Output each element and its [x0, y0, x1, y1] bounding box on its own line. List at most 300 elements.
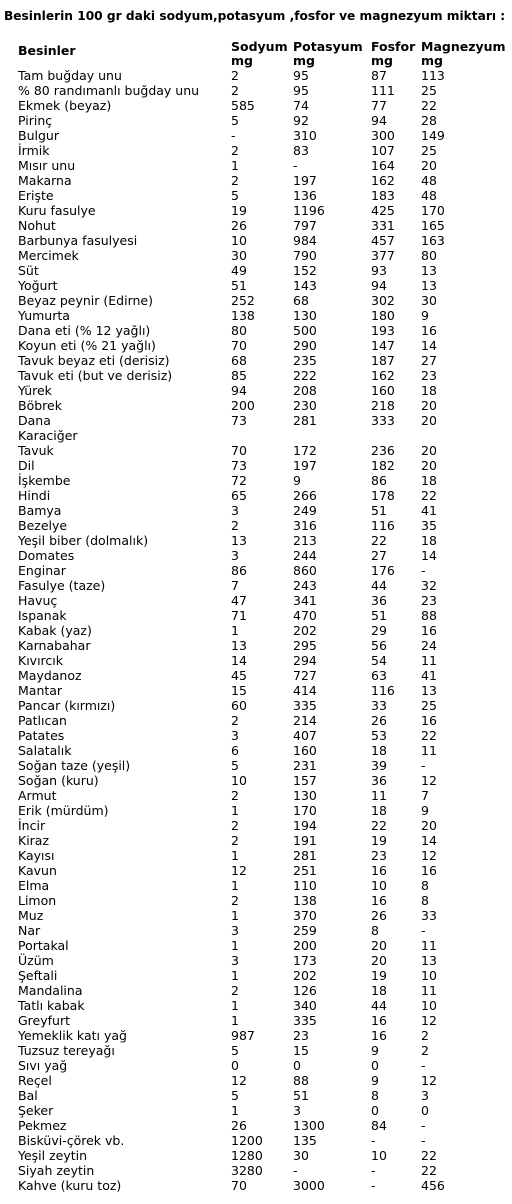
header-phosphorus-unit: mg: [371, 54, 393, 68]
food-name: Kabak (yaz): [18, 623, 92, 638]
food-name: % 80 randımanlı buğday unu: [18, 83, 200, 98]
phosphorus-value: 187: [371, 353, 395, 368]
food-name: Tam buğday unu: [18, 68, 122, 83]
phosphorus-value: -: [371, 1163, 376, 1178]
phosphorus-value: 331: [371, 218, 395, 233]
table-row: [18, 368, 509, 383]
phosphorus-value: 87: [371, 68, 387, 83]
magnesium-value: 25: [421, 143, 437, 158]
sodium-value: 6: [231, 743, 239, 758]
sodium-value: 73: [231, 413, 247, 428]
phosphorus-value: 44: [371, 998, 387, 1013]
phosphorus-value: 19: [371, 968, 387, 983]
food-name: Koyun eti (% 21 yağlı): [18, 338, 156, 353]
potassium-value: 160: [293, 743, 317, 758]
sodium-value: 13: [231, 533, 247, 548]
magnesium-value: 33: [421, 908, 437, 923]
magnesium-value: 32: [421, 578, 437, 593]
phosphorus-value: 33: [371, 698, 387, 713]
sodium-value: 3: [231, 953, 239, 968]
potassium-value: 1300: [293, 1118, 325, 1133]
food-name: Pekmez: [18, 1118, 67, 1133]
magnesium-value: 18: [421, 473, 437, 488]
phosphorus-value: 23: [371, 848, 387, 863]
food-name: Kavun: [18, 863, 57, 878]
magnesium-value: 24: [421, 638, 437, 653]
phosphorus-value: 16: [371, 1028, 387, 1043]
sodium-value: 1: [231, 1103, 239, 1118]
food-name: Süt: [18, 263, 39, 278]
magnesium-value: 22: [421, 728, 437, 743]
magnesium-value: 8: [421, 893, 429, 908]
magnesium-value: 14: [421, 833, 437, 848]
magnesium-value: -: [421, 923, 426, 938]
sodium-value: 70: [231, 1178, 247, 1193]
potassium-value: 95: [293, 83, 309, 98]
potassium-value: 222: [293, 368, 317, 383]
food-name: Elma: [18, 878, 50, 893]
table-row: [18, 698, 509, 713]
table-row: [18, 923, 509, 938]
food-name: Üzüm: [18, 953, 54, 968]
sodium-value: 12: [231, 1073, 247, 1088]
potassium-value: -: [293, 158, 298, 173]
potassium-value: 130: [293, 308, 317, 323]
sodium-value: 2: [231, 818, 239, 833]
header-sodium: Sodyum: [231, 39, 288, 54]
food-name: Enginar: [18, 563, 66, 578]
phosphorus-value: 183: [371, 188, 395, 203]
table-row: [18, 398, 509, 413]
table-row: [18, 758, 509, 773]
food-name: Ekmek (beyaz): [18, 98, 112, 113]
table-row: [18, 443, 509, 458]
sodium-value: 1200: [231, 1133, 263, 1148]
food-name: Nohut: [18, 218, 56, 233]
phosphorus-value: -: [371, 1178, 376, 1193]
food-name: Yürek: [18, 383, 52, 398]
potassium-value: 316: [293, 518, 317, 533]
sodium-value: 5: [231, 113, 239, 128]
potassium-value: 30: [293, 1148, 309, 1163]
food-name: Portakal: [18, 938, 69, 953]
phosphorus-value: 302: [371, 293, 395, 308]
food-name: Patates: [18, 728, 65, 743]
table-row: [18, 308, 509, 323]
table-row: [18, 668, 509, 683]
header-potassium-unit: mg: [293, 54, 315, 68]
sodium-value: 1280: [231, 1148, 263, 1163]
table-row: [18, 83, 509, 98]
sodium-value: 26: [231, 218, 247, 233]
potassium-value: 310: [293, 128, 317, 143]
sodium-value: 7: [231, 578, 239, 593]
magnesium-value: 165: [421, 218, 445, 233]
potassium-value: 266: [293, 488, 317, 503]
magnesium-value: 20: [421, 158, 437, 173]
magnesium-value: 3: [421, 1088, 429, 1103]
table-row: [18, 728, 509, 743]
sodium-value: 2: [231, 983, 239, 998]
table-row: [18, 1073, 509, 1088]
table-body: [18, 68, 509, 1193]
food-name: Tavuk eti (but ve derisiz): [18, 368, 173, 383]
sodium-value: 94: [231, 383, 247, 398]
potassium-value: 295: [293, 638, 317, 653]
potassium-value: 173: [293, 953, 317, 968]
sodium-value: 5: [231, 1088, 239, 1103]
magnesium-value: 14: [421, 338, 437, 353]
table-row: [18, 518, 509, 533]
potassium-value: 243: [293, 578, 317, 593]
food-name: Reçel: [18, 1073, 52, 1088]
potassium-value: 235: [293, 353, 317, 368]
phosphorus-value: 94: [371, 278, 387, 293]
phosphorus-value: 27: [371, 548, 387, 563]
sodium-value: 1: [231, 908, 239, 923]
sodium-value: 15: [231, 683, 247, 698]
phosphorus-value: 53: [371, 728, 387, 743]
table-row: [18, 1058, 509, 1073]
table-row: [18, 338, 509, 353]
magnesium-value: 11: [421, 938, 437, 953]
food-name: Erik (mürdüm): [18, 803, 109, 818]
sodium-value: 30: [231, 248, 247, 263]
food-name: Patlıcan: [18, 713, 67, 728]
magnesium-value: 149: [421, 128, 445, 143]
phosphorus-value: 9: [371, 1073, 379, 1088]
potassium-value: 172: [293, 443, 317, 458]
table-row: [18, 1163, 509, 1178]
phosphorus-value: 425: [371, 203, 395, 218]
food-name: Armut: [18, 788, 57, 803]
phosphorus-value: 86: [371, 473, 387, 488]
potassium-value: [293, 428, 371, 443]
food-name: Dana: [18, 413, 51, 428]
phosphorus-value: 147: [371, 338, 395, 353]
potassium-value: 136: [293, 188, 317, 203]
table-row: [18, 743, 509, 758]
potassium-value: 83: [293, 143, 309, 158]
magnesium-value: 2: [421, 1028, 429, 1043]
potassium-value: 214: [293, 713, 317, 728]
food-name: Kıvırcık: [18, 653, 63, 668]
sodium-value: 72: [231, 473, 247, 488]
sodium-value: 3: [231, 548, 239, 563]
potassium-value: 110: [293, 878, 317, 893]
sodium-value: 3: [231, 728, 239, 743]
table-row: [18, 773, 509, 788]
potassium-value: 200: [293, 938, 317, 953]
sodium-value: 68: [231, 353, 247, 368]
sodium-value: 585: [231, 98, 255, 113]
table-row: [18, 458, 509, 473]
phosphorus-value: 300: [371, 128, 395, 143]
sodium-value: 85: [231, 368, 247, 383]
magnesium-value: 41: [421, 503, 437, 518]
phosphorus-value: 178: [371, 488, 395, 503]
magnesium-value: 20: [421, 818, 437, 833]
phosphorus-value: 0: [371, 1058, 379, 1073]
sodium-value: 13: [231, 638, 247, 653]
table-row: [18, 113, 509, 128]
magnesium-value: 12: [421, 773, 437, 788]
phosphorus-value: 218: [371, 398, 395, 413]
food-name: Kuru fasulye: [18, 203, 96, 218]
table-row: [18, 278, 509, 293]
magnesium-value: 30: [421, 293, 437, 308]
potassium-value: 230: [293, 398, 317, 413]
sodium-value: 26: [231, 1118, 247, 1133]
food-name: İncir: [18, 818, 46, 833]
magnesium-value: 41: [421, 668, 437, 683]
magnesium-value: 9: [421, 308, 429, 323]
phosphorus-value: 164: [371, 158, 395, 173]
potassium-value: 414: [293, 683, 317, 698]
magnesium-value: -: [421, 1133, 426, 1148]
sodium-value: 0: [231, 1058, 239, 1073]
header-sodium-unit: mg: [231, 54, 253, 68]
potassium-value: 0: [293, 1058, 301, 1073]
sodium-value: 70: [231, 338, 247, 353]
food-name: İşkembe: [18, 473, 71, 488]
magnesium-value: 2: [421, 1043, 429, 1058]
table-row: [18, 98, 509, 113]
food-name: Mantar: [18, 683, 63, 698]
phosphorus-value: 20: [371, 938, 387, 953]
table-row: [18, 878, 509, 893]
table-row: [18, 1148, 509, 1163]
magnesium-value: 20: [421, 443, 437, 458]
potassium-value: 790: [293, 248, 317, 263]
sodium-value: 1: [231, 878, 239, 893]
sodium-value: 1: [231, 968, 239, 983]
potassium-value: 143: [293, 278, 317, 293]
magnesium-value: 28: [421, 113, 437, 128]
potassium-value: 370: [293, 908, 317, 923]
potassium-value: 157: [293, 773, 317, 788]
magnesium-value: -: [421, 1058, 426, 1073]
food-name: Tuzsuz tereyağı: [18, 1043, 115, 1058]
food-name: Tavuk beyaz eti (derisiz): [18, 353, 170, 368]
food-name: Siyah zeytin: [18, 1163, 95, 1178]
header-magnesium: Magnezyum: [421, 39, 506, 54]
sodium-value: 1: [231, 158, 239, 173]
food-name: Bal: [18, 1088, 38, 1103]
potassium-value: 1196: [293, 203, 325, 218]
potassium-value: 138: [293, 893, 317, 908]
table-row: [18, 233, 509, 248]
header-potassium: Potasyum: [293, 39, 363, 54]
magnesium-value: 12: [421, 1073, 437, 1088]
sodium-value: 1: [231, 1013, 239, 1028]
phosphorus-value: 94: [371, 113, 387, 128]
potassium-value: 407: [293, 728, 317, 743]
table-row: [18, 713, 509, 728]
magnesium-value: 11: [421, 983, 437, 998]
table-row: [18, 1133, 509, 1148]
table-row: [18, 353, 509, 368]
sodium-value: 2: [231, 68, 239, 83]
phosphorus-value: 39: [371, 758, 387, 773]
potassium-value: 3: [293, 1103, 301, 1118]
magnesium-value: 7: [421, 788, 429, 803]
magnesium-value: 48: [421, 173, 437, 188]
sodium-value: 3: [231, 923, 239, 938]
magnesium-value: 20: [421, 398, 437, 413]
table-row: [18, 1103, 509, 1118]
table-row: [18, 158, 509, 173]
potassium-value: 197: [293, 173, 317, 188]
sodium-value: 3: [231, 503, 239, 518]
food-name: Bisküvi-çörek vb.: [18, 1133, 125, 1148]
food-name: Beyaz peynir (Edirne): [18, 293, 153, 308]
sodium-value: 14: [231, 653, 247, 668]
phosphorus-value: 16: [371, 863, 387, 878]
phosphorus-value: 162: [371, 368, 395, 383]
table-row: [18, 863, 509, 878]
potassium-value: 152: [293, 263, 317, 278]
table-row: [18, 293, 509, 308]
potassium-value: 95: [293, 68, 309, 83]
table-row: [18, 833, 509, 848]
potassium-value: 202: [293, 623, 317, 638]
magnesium-value: 16: [421, 713, 437, 728]
potassium-value: 170: [293, 803, 317, 818]
magnesium-value: 23: [421, 368, 437, 383]
food-name: Greyfurt: [18, 1013, 71, 1028]
magnesium-value: 11: [421, 653, 437, 668]
phosphorus-value: 20: [371, 953, 387, 968]
table-row: [18, 503, 509, 518]
sodium-value: 2: [231, 713, 239, 728]
sodium-value: 1: [231, 803, 239, 818]
potassium-value: 208: [293, 383, 317, 398]
magnesium-value: 16: [421, 323, 437, 338]
magnesium-value: 48: [421, 188, 437, 203]
table-row: [18, 413, 509, 428]
table-row: [18, 188, 509, 203]
sodium-value: -: [231, 128, 236, 143]
food-name: Şeftali: [18, 968, 58, 983]
table-row: [18, 818, 509, 833]
sodium-value: 19: [231, 203, 247, 218]
phosphorus-value: 193: [371, 323, 395, 338]
potassium-value: 126: [293, 983, 317, 998]
food-name: Salatalık: [18, 743, 72, 758]
food-name: Hindi: [18, 488, 51, 503]
food-name: Dana eti (% 12 yağlı): [18, 323, 151, 338]
potassium-value: 727: [293, 668, 317, 683]
potassium-value: 341: [293, 593, 317, 608]
phosphorus-value: 56: [371, 638, 387, 653]
magnesium-value: -: [421, 758, 426, 773]
food-name: Erişte: [18, 188, 54, 203]
magnesium-value: 25: [421, 83, 437, 98]
table-row: [18, 998, 509, 1013]
sodium-value: 5: [231, 188, 239, 203]
phosphorus-value: 16: [371, 1013, 387, 1028]
sodium-value: 252: [231, 293, 255, 308]
phosphorus-value: 10: [371, 878, 387, 893]
magnesium-value: 12: [421, 848, 437, 863]
phosphorus-value: 26: [371, 908, 387, 923]
phosphorus-value: 116: [371, 518, 395, 533]
phosphorus-value: 180: [371, 308, 395, 323]
food-name: Maydanoz: [18, 668, 82, 683]
phosphorus-value: 63: [371, 668, 387, 683]
table-row: [18, 1013, 509, 1028]
food-name: Soğan taze (yeşil): [18, 758, 131, 773]
table-row: [18, 953, 509, 968]
phosphorus-value: 176: [371, 563, 395, 578]
phosphorus-value: [371, 428, 421, 443]
table-row: [18, 128, 509, 143]
potassium-value: 130: [293, 788, 317, 803]
table-row: [18, 593, 509, 608]
food-name: Sıvı yağ: [18, 1058, 68, 1073]
magnesium-value: [421, 428, 509, 443]
phosphorus-value: 22: [371, 818, 387, 833]
table-row: [18, 803, 509, 818]
magnesium-value: 9: [421, 803, 429, 818]
sodium-value: 12: [231, 863, 247, 878]
magnesium-value: 13: [421, 953, 437, 968]
table-row: [18, 428, 509, 443]
table-row: [18, 263, 509, 278]
phosphorus-value: 116: [371, 683, 395, 698]
phosphorus-value: 160: [371, 383, 395, 398]
food-name: Mandalina: [18, 983, 83, 998]
food-name: Yeşil biber (dolmalık): [18, 533, 149, 548]
phosphorus-value: 77: [371, 98, 387, 113]
potassium-value: 197: [293, 458, 317, 473]
potassium-value: 194: [293, 818, 317, 833]
potassium-value: 51: [293, 1088, 309, 1103]
phosphorus-value: 333: [371, 413, 395, 428]
potassium-value: 984: [293, 233, 317, 248]
sodium-value: 1: [231, 998, 239, 1013]
sodium-value: 80: [231, 323, 247, 338]
magnesium-value: 163: [421, 233, 445, 248]
food-name: Havuç: [18, 593, 58, 608]
food-name: Limon: [18, 893, 57, 908]
sodium-value: 45: [231, 668, 247, 683]
table-row: [18, 473, 509, 488]
food-name: Yemeklik katı yağ: [18, 1028, 127, 1043]
potassium-value: 3000: [293, 1178, 325, 1193]
potassium-value: 244: [293, 548, 317, 563]
sodium-value: 2: [231, 518, 239, 533]
table-row: [18, 1028, 509, 1043]
potassium-value: 202: [293, 968, 317, 983]
phosphorus-value: 9: [371, 1043, 379, 1058]
table-row: [18, 578, 509, 593]
sodium-value: 138: [231, 308, 255, 323]
sodium-value: 2: [231, 143, 239, 158]
food-name: Tavuk: [18, 443, 54, 458]
phosphorus-value: 11: [371, 788, 387, 803]
magnesium-value: 88: [421, 608, 437, 623]
sodium-value: 10: [231, 233, 247, 248]
sodium-value: 86: [231, 563, 247, 578]
food-name: Barbunya fasulyesi: [18, 233, 138, 248]
magnesium-value: 20: [421, 413, 437, 428]
magnesium-value: 18: [421, 383, 437, 398]
food-name: Karaciğer: [18, 428, 78, 443]
table-row: [18, 68, 509, 83]
food-name: Makarna: [18, 173, 72, 188]
